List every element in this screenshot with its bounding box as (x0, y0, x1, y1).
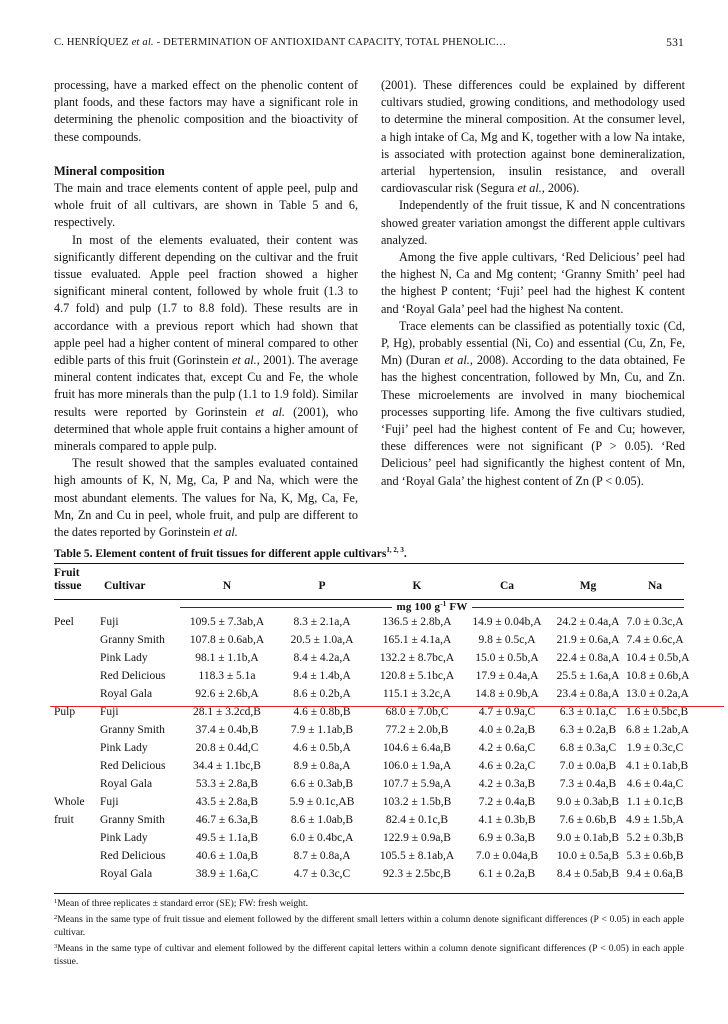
cell-p: 6.0 ± 0.4bc,A (290, 832, 354, 844)
cell-n: 109.5 ± 7.3ab,A (189, 616, 265, 628)
cell-k: 136.5 ± 2.8b,A (382, 616, 452, 628)
cell-cultivar: Royal Gala (100, 688, 153, 700)
cell-mg: 24.2 ± 0.4a,A (556, 616, 620, 628)
table-footnotes (54, 896, 684, 970)
cell-p: 20.5 ± 1.0a,A (290, 634, 354, 646)
cell-n: 92.6 ± 2.6b,A (195, 688, 259, 700)
cell-ca: 17.9 ± 0.4a,A (475, 670, 539, 682)
cell-cultivar: Red Delicious (100, 670, 166, 682)
cell-tissue: Pulp (54, 706, 76, 718)
cell-cultivar: Fuji (100, 616, 119, 628)
cell-mg: 9.0 ± 0.3ab,B (556, 796, 620, 808)
table-row (54, 688, 689, 706)
paragraph: The result showed that the samples evaluated contained high amounts of K, N, Mg, Ca, P and Na, which were the most abundant elements. The values for Na, K, Mg, Ca, Fe, Mn, Zn and Cu in peel, whole fruit, and pulp are different to the dates reported by Gorinstein et al. (54, 456, 358, 540)
cell-na: 9.4 ± 0.6a,B (626, 868, 684, 880)
cell-mg: 21.9 ± 0.6a,A (556, 634, 620, 646)
cell-p: 4.6 ± 0.8b,B (293, 706, 351, 718)
cell-n: 28.1 ± 3.2cd,B (193, 706, 261, 718)
cell-tissue: Peel (54, 616, 74, 628)
cell-cultivar: Pink Lady (100, 742, 148, 754)
cell-ca: 7.2 ± 0.4a,B (478, 796, 536, 808)
cell-ca: 4.1 ± 0.3b,B (478, 814, 536, 826)
cell-ca: 9.8 ± 0.5c,A (478, 634, 536, 646)
header-p: P (318, 580, 326, 592)
footnote: $^2$Means in the same type of fruit tissue and element followed by the different small letters within a column denote significant differences (P < 0.05) in each apple cultivar. (54, 914, 684, 938)
cell-n: 38.9 ± 1.6a,C (195, 868, 259, 880)
cell-mg: 7.3 ± 0.4a,B (559, 778, 617, 790)
cell-mg: 7.6 ± 0.6b,B (559, 814, 617, 826)
table-row (54, 670, 690, 688)
cell-na: 6.8 ± 1.2ab,A (626, 724, 689, 736)
cell-na: 13.0 ± 0.2a,A (626, 688, 689, 700)
paragraph: processing, have a marked effect on the phenolic content of plant foods, and these factors may have a significant role in determining the phenolic composition and the bioactivity of these compounds. (54, 78, 358, 144)
cell-ca: 15.0 ± 0.5b,A (475, 652, 539, 664)
header-na: Na (647, 580, 663, 592)
table-row (54, 760, 689, 778)
cell-n: 34.4 ± 1.1bc,B (193, 760, 261, 772)
cell-na: 1.9 ± 0.3c,C (626, 742, 684, 754)
table-row (54, 796, 684, 814)
cell-cultivar: Red Delicious (100, 850, 166, 862)
table-row (54, 742, 684, 760)
header-ca: Ca (499, 580, 515, 592)
cell-p: 8.6 ± 0.2b,A (293, 688, 351, 700)
header-k: K (412, 580, 422, 592)
cell-cultivar: Granny Smith (100, 814, 165, 826)
cell-p: 7.9 ± 1.1ab,B (290, 724, 354, 736)
cell-p: 4.7 ± 0.3c,C (293, 868, 351, 880)
cell-k: 82.4 ± 0.1c,B (385, 814, 449, 826)
paragraph: Among the five apple cultivars, ‘Red Delicious’ peel had the highest N, Ca and Mg content; ‘Granny Smith’ peel had the highest P content; ‘Fuji’ peel had the highest K content and ‘Royal Gala’ peel had the highest Na content. (381, 250, 685, 316)
header-fruit-tissue: Fruit tissue (54, 567, 82, 592)
cell-na: 4.9 ± 1.5b,A (626, 814, 684, 826)
cell-p: 4.6 ± 0.5b,A (293, 742, 351, 754)
cell-ca: 4.6 ± 0.2a,C (478, 760, 536, 772)
cell-p: 8.4 ± 4.2a,A (293, 652, 351, 664)
red-annotation-line (50, 706, 724, 707)
cell-cultivar: Fuji (100, 796, 119, 808)
cell-mg: 25.5 ± 1.6a,A (556, 670, 620, 682)
cell-mg: 9.0 ± 0.1ab,B (556, 832, 620, 844)
cell-na: 10.4 ± 0.5b,A (626, 652, 690, 664)
cell-k: 122.9 ± 0.9a,B (383, 832, 451, 844)
cell-cultivar: Granny Smith (100, 634, 165, 646)
cell-cultivar: Pink Lady (100, 832, 148, 844)
cell-k: 106.0 ± 1.9a,A (382, 760, 452, 772)
left-column (54, 77, 358, 541)
cell-na: 5.3 ± 0.6b,B (626, 850, 684, 862)
cell-p: 8.6 ± 1.0ab,B (290, 814, 354, 826)
cell-k: 104.6 ± 6.4a,B (383, 742, 451, 754)
cell-cultivar: Fuji (100, 706, 119, 718)
cell-ca: 7.0 ± 0.04a,B (475, 850, 539, 862)
cell-n: 40.6 ± 1.0a,B (195, 850, 259, 862)
table-caption: Table 5. Element content of fruit tissues for different apple cultivars$^{1, 2, 3}$. (54, 546, 407, 560)
footnote: $^1$Mean of three replicates ± standard error (SE); FW: fresh weight. (54, 898, 309, 909)
cell-mg: 7.0 ± 0.0a,B (559, 760, 617, 772)
cell-na: 10.8 ± 0.6b,A (626, 670, 690, 682)
page-number: 531 (666, 37, 684, 49)
running-title: C. HENRÍQUEZ et al. - DETERMINATION OF ANTIOXIDANT CAPACITY, TOTAL PHENOLIC… (54, 37, 507, 48)
units-row (180, 600, 684, 614)
cell-k: 68.0 ± 7.0b,C (385, 706, 449, 718)
cell-k: 77.2 ± 2.0b,B (385, 724, 449, 736)
cell-k: 120.8 ± 5.1bc,A (379, 670, 455, 682)
table-row (54, 706, 689, 724)
paragraph: (2001). These differences could be explained by different cultivars studied, growing conditions, and methodology used to determine the mineral composition. At the consumer level, a high intake of Ca, Mg and K, together with a low Na intake, is associated with protection against bone demineralization, arterial hypertension, insulin resistance, and overall cardiovascular risk (Segura et al., 2006). (381, 78, 685, 196)
cell-p: 5.9 ± 0.1c,AB (289, 796, 355, 808)
cell-mg: 22.4 ± 0.8a,A (556, 652, 620, 664)
running-header (54, 37, 684, 53)
cell-p: 8.7 ± 0.8a,A (293, 850, 351, 862)
cell-na: 4.1 ± 0.1ab,B (626, 760, 689, 772)
cell-tissue: fruit (54, 814, 74, 826)
cell-k: 165.1 ± 4.1a,A (382, 634, 452, 646)
cell-ca: 4.2 ± 0.3a,B (478, 778, 536, 790)
cell-ca: 6.1 ± 0.2a,B (478, 868, 536, 880)
cell-p: 9.4 ± 1.4b,A (293, 670, 351, 682)
cell-mg: 6.3 ± 0.1a,C (559, 706, 617, 718)
cell-p: 8.3 ± 2.1a,A (293, 616, 351, 628)
cell-cultivar: Granny Smith (100, 724, 165, 736)
cell-mg: 8.4 ± 0.5ab,B (556, 868, 620, 880)
cell-mg: 6.3 ± 0.2a,B (559, 724, 617, 736)
paragraph: In most of the elements evaluated, their content was significantly different depending on the cultivar and the fruit tissue evaluated. Apple peel fraction showed a higher significant mineral content, followed by whole fruit (1.3 to 4.7 fold) and pulp (1.7 to 8.8 fold). These results are in accordance with a previous report which had shown that apple peel had a higher content of mineral compared to other edible parts of this fruit (Gorinstein et al., 2001). The average mineral content indicates that, except Cu and Fe, the whole fruit has more minerals than the pulp (1.1 to 1.9 fold). Similar results were reported by Gorinstein et al. (2001), who determined that whole apple fruit contains a higher amount of minerals compared to apple pulp. (54, 232, 359, 454)
cell-n: 118.3 ± 5.1a (198, 670, 256, 682)
cell-ca: 4.7 ± 0.9a,C (478, 706, 536, 718)
cell-ca: 4.2 ± 0.6a,C (478, 742, 536, 754)
table-row (54, 832, 684, 850)
table-row (54, 778, 684, 796)
cell-cultivar: Royal Gala (100, 778, 153, 790)
cell-n: 37.4 ± 0.4b,B (195, 724, 259, 736)
cell-ca: 14.9 ± 0.04b,A (472, 616, 542, 628)
section-heading: Mineral composition (54, 163, 165, 178)
cell-p: 6.6 ± 0.3ab,B (290, 778, 354, 790)
paragraph: Trace elements can be classified as potentially toxic (Cd, P, Hg), probably essential (Ni, Co) and essential (Cu, Zn, Fe, Mn) (Duran et al., 2008). According to the data obtained, Fe has the highest concentration, followed by Mn, Cu, and Zn. These microelements are involved in many biochemical processes supporting life. Among the five cultivars studied, ‘Fuji’ peel had the highest content of Fe and Cu; however, these differences were not significant (P > 0.05). ‘Red Delicious’ peel had significantly the highest content of Mn, and ‘Royal Gala’ the highest content of Zn (P < 0.05). (381, 318, 685, 488)
table-row (54, 616, 684, 634)
table-row (54, 634, 684, 652)
footnote: $^3$Means in the same type of cultivar and element followed by the different capital letters within a column denote significant differences (P < 0.05) in each apple tissue. (54, 943, 684, 967)
cell-na: 5.2 ± 0.3b,B (626, 832, 684, 844)
paragraph: Independently of the fruit tissue, K and N concentrations showed greater variation amongst the different apple cultivars analyzed. (381, 198, 685, 247)
cell-n: 20.8 ± 0.4d,C (195, 742, 259, 754)
header-mg: Mg (579, 580, 597, 592)
cell-k: 103.2 ± 1.5b,B (382, 796, 452, 808)
cell-n: 107.8 ± 0.6ab,A (189, 634, 265, 646)
table-row (54, 814, 684, 832)
cell-k: 107.7 ± 5.9a,A (382, 778, 452, 790)
cell-na: 7.0 ± 0.3c,A (626, 616, 684, 628)
table-row (54, 724, 689, 742)
cell-ca: 6.9 ± 0.3a,B (478, 832, 536, 844)
cell-n: 98.1 ± 1.1b,A (195, 652, 259, 664)
paragraph: The main and trace elements content of apple peel, pulp and whole fruit of all cultivars, are shown in Table 5 and 6, respectively. (54, 181, 358, 230)
cell-ca: 4.0 ± 0.2a,B (478, 724, 536, 736)
cell-n: 53.3 ± 2.8a,B (195, 778, 259, 790)
cell-mg: 6.8 ± 0.3a,C (559, 742, 617, 754)
cell-n: 46.7 ± 6.3a,B (195, 814, 259, 826)
cell-mg: 23.4 ± 0.8a,A (556, 688, 620, 700)
cell-na: 7.4 ± 0.6c,A (626, 634, 684, 646)
cell-n: 49.5 ± 1.1a,B (195, 832, 259, 844)
cell-na: 1.1 ± 0.1c,B (626, 796, 684, 808)
cell-k: 132.2 ± 8.7bc,A (379, 652, 455, 664)
table-top-rule (54, 563, 684, 564)
cell-k: 92.3 ± 2.5bc,B (383, 868, 451, 880)
cell-ca: 14.8 ± 0.9b,A (475, 688, 539, 700)
cell-k: 115.1 ± 3.2c,A (382, 688, 452, 700)
table-row (54, 652, 690, 670)
cell-mg: 10.0 ± 0.5a,B (556, 850, 620, 862)
cell-n: 43.5 ± 2.8a,B (195, 796, 259, 808)
header-n: N (222, 580, 232, 592)
units-label: mg 100 $g^{-1}$ FW (180, 600, 684, 613)
cell-na: 4.6 ± 0.4a,C (626, 778, 684, 790)
cell-p: 8.9 ± 0.8a,A (293, 760, 351, 772)
cell-tissue: Whole (54, 796, 85, 808)
right-column (381, 77, 685, 490)
table-row (54, 868, 684, 886)
cell-cultivar: Royal Gala (100, 868, 153, 880)
cell-cultivar: Red Delicious (100, 760, 166, 772)
cell-na: 1.6 ± 0.5bc,B (626, 706, 689, 718)
cell-k: 105.5 ± 8.1ab,A (379, 850, 455, 862)
header-cultivar: Cultivar (104, 580, 146, 592)
table-bottom-rule (54, 893, 684, 894)
cell-cultivar: Pink Lady (100, 652, 148, 664)
table-row (54, 850, 684, 868)
